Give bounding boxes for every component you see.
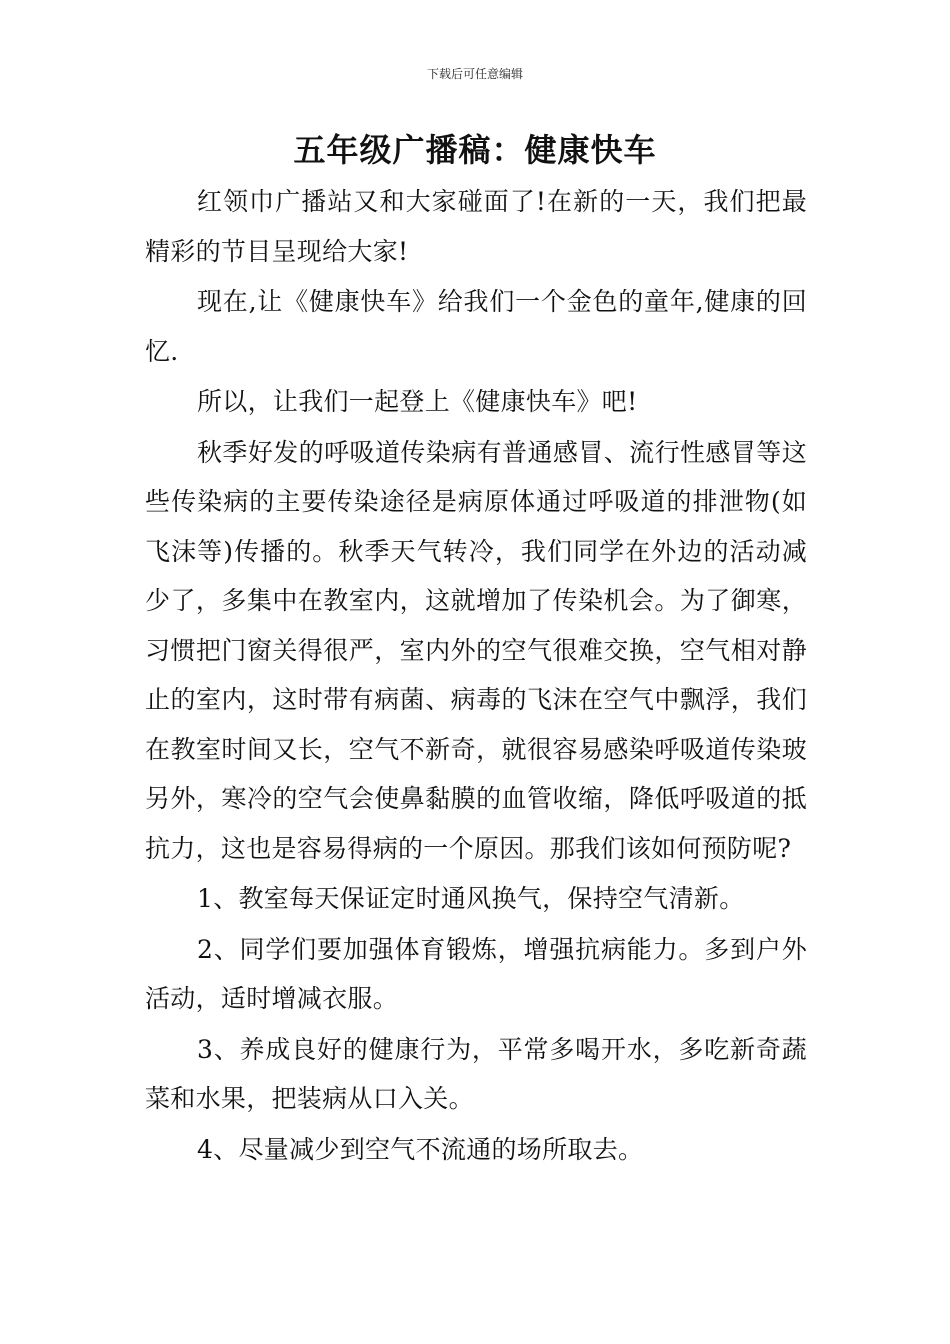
paragraph-autumn-disease: 秋季好发的呼吸道传染病有普通感冒、流行性感冒等这些传染病的主要传染途径是病原体通过呼吸道的排泄物(如飞沫等)传播的。秋季天气转冷，我们同学在外边的活动减少了，多集中在教室内，这就增加了传染机会。为了御寒，习惯把门窗关得很严，室内外的空气很难交换，空气相对静止的室内，这时带有病菌、病毒的飞沫在空气中飘浮，我们在教室时间又长，空气不新奇，就很容易感染呼吸道传染玻另外，寒冷的空气会使鼻黏膜的血管收缩，降低呼吸道的抵抗力，这也是容易得病的一个原因。那我们该如何预防呢? bbox=[145, 437, 807, 863]
list-item-2: 2、同学们要加强体育锻炼，增强抗病能力。多到户外活动，适时增减衣服。 bbox=[145, 934, 807, 1013]
document-body bbox=[145, 177, 807, 1175]
list-item-3: 3、养成良好的健康行为，平常多喝开水，多吃新奇蔬菜和水果，把装病从口入关。 bbox=[145, 1034, 807, 1113]
list-item-4: 4、尽量减少到空气不流通的场所取去。 bbox=[197, 1134, 644, 1164]
paragraph-board: 所以，让我们一起登上《健康快车》吧! bbox=[197, 387, 638, 416]
paragraph-intro: 红领巾广播站又和大家碰面了!在新的一天，我们把最精彩的节目呈现给大家! bbox=[145, 187, 807, 266]
document-title: 五年级广播稿：健康快车 bbox=[293, 131, 657, 169]
paragraph-now: 现在,让《健康快车》给我们一个金色的童年,健康的回忆. bbox=[145, 287, 807, 366]
list-item-1: 1、教室每天保证定时通风换气，保持空气清新。 bbox=[197, 884, 745, 913]
header-note: 下载后可任意编辑 bbox=[426, 67, 523, 81]
